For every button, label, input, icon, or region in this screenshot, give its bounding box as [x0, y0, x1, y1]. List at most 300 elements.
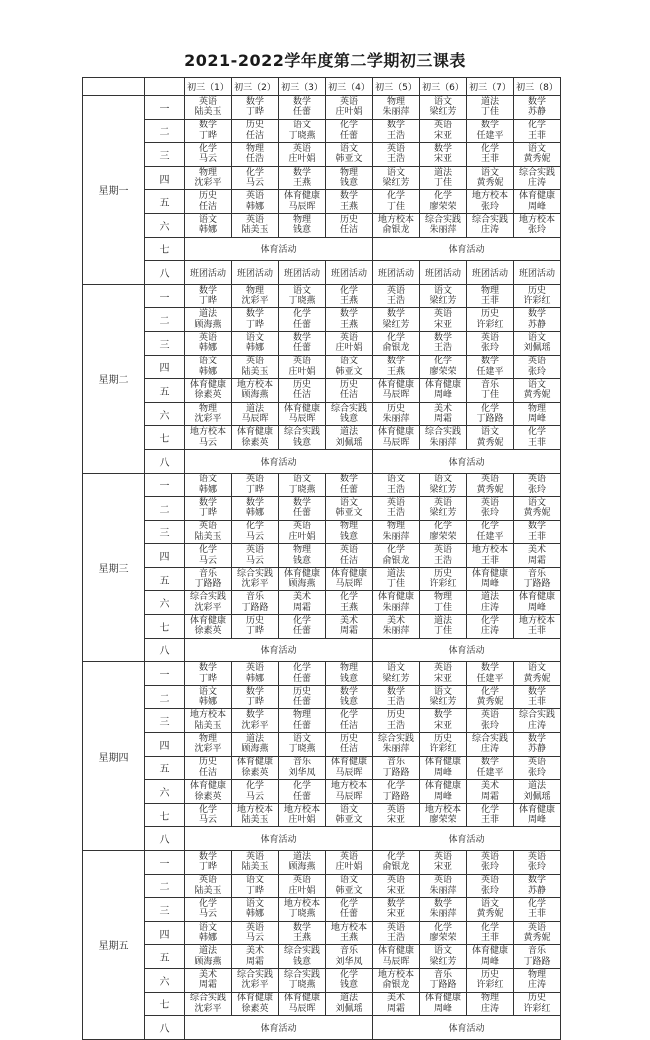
- teacher-text: 韩亚文: [335, 815, 363, 826]
- subject-text: 历史: [339, 733, 358, 744]
- subject-text: 道法: [245, 733, 264, 744]
- subject-text: 数学: [198, 120, 217, 131]
- schedule-row: [83, 119, 561, 143]
- subject-text: 体育健康: [236, 757, 273, 768]
- subject-text: 体育健康: [424, 757, 461, 768]
- subject-text: 数学: [480, 663, 499, 674]
- lesson-cell: [326, 497, 373, 521]
- teacher-text: 钱意: [292, 437, 311, 448]
- subject-text: 数学: [480, 757, 499, 768]
- subject-text: 语文: [292, 285, 311, 296]
- class-header: 初三（4）: [326, 78, 373, 96]
- schedule-row: [83, 426, 561, 450]
- teacher-text: 顾海燕: [194, 319, 222, 330]
- subject-text: 历史: [339, 214, 358, 225]
- teacher-text: 丁路路: [241, 602, 269, 613]
- subject-text: 英语: [433, 497, 452, 508]
- teacher-text: 丁晔: [198, 673, 217, 684]
- lesson-cell: [514, 96, 561, 120]
- lesson-cell: [373, 119, 420, 143]
- teacher-text: 王浩: [433, 555, 452, 566]
- subject-text: 化学: [480, 143, 499, 154]
- teacher-text: 任洁: [339, 390, 358, 401]
- subject-text: 综合实践: [236, 969, 273, 980]
- subject-text: 综合实践: [283, 969, 320, 980]
- teacher-text: 廖荣荣: [429, 815, 457, 826]
- teacher-text: 陆美玉: [194, 531, 222, 542]
- subject-text: 英语: [480, 497, 499, 508]
- teacher-text: 丁晓燕: [288, 484, 316, 495]
- lesson-cell: [232, 213, 279, 237]
- teacher-text: 周峰: [480, 956, 499, 967]
- subject-text: 英语: [245, 356, 264, 367]
- teacher-text: 丁晓燕: [288, 744, 316, 755]
- subject-text: 数学: [433, 710, 452, 721]
- subject-text: 地方校本: [236, 379, 273, 390]
- teacher-text: 马辰晖: [335, 579, 363, 590]
- lesson-cell: [420, 615, 467, 639]
- activity-cell: 体育活动: [373, 237, 561, 261]
- lesson-cell: [185, 473, 232, 497]
- teacher-text: 丁晔: [245, 484, 264, 495]
- lesson-cell: [279, 96, 326, 120]
- teacher-text: 丁佳: [480, 107, 499, 118]
- teacher-text: 韩亚文: [335, 366, 363, 377]
- schedule-row: [83, 261, 561, 285]
- teacher-text: 俞银龙: [382, 343, 410, 354]
- teacher-text: 宋亚: [433, 862, 452, 873]
- subject-text: 物理: [339, 521, 358, 532]
- subject-text: 化学: [198, 898, 217, 909]
- page-title: 2021-2022学年度第二学期初三课表: [184, 51, 466, 70]
- lesson-cell: [232, 308, 279, 332]
- lesson-cell: [326, 355, 373, 379]
- teacher-text: 王浩: [386, 130, 405, 141]
- lesson-cell: [420, 166, 467, 190]
- subject-text: 音乐: [198, 568, 217, 579]
- teacher-text: 王菲: [527, 909, 546, 920]
- teacher-text: 张玲: [480, 508, 499, 519]
- lesson-cell: [420, 426, 467, 450]
- lesson-cell: [514, 213, 561, 237]
- teacher-text: 丁路路: [523, 956, 551, 967]
- lesson-cell: [326, 615, 373, 639]
- subject-text: 物理: [198, 733, 217, 744]
- lesson-cell: [467, 213, 514, 237]
- teacher-text: 王菲: [527, 437, 546, 448]
- day-label: 星期一: [83, 96, 145, 285]
- teacher-text: 周峰: [527, 602, 546, 613]
- lesson-cell: [467, 473, 514, 497]
- subject-text: 历史: [339, 379, 358, 390]
- teacher-text: 马辰晖: [288, 1003, 316, 1014]
- schedule-row: [83, 166, 561, 190]
- subject-text: 英语: [292, 875, 311, 886]
- subject-text: 体育健康: [283, 403, 320, 414]
- subject-text: 英语: [433, 875, 452, 886]
- subject-text: 语文: [480, 898, 499, 909]
- lesson-cell: [373, 567, 420, 591]
- activity-cell: 班团活动: [185, 261, 232, 285]
- lesson-cell: [514, 968, 561, 992]
- lesson-cell: [373, 921, 420, 945]
- lesson-cell: [279, 190, 326, 214]
- lesson-cell: [420, 567, 467, 591]
- lesson-cell: [514, 166, 561, 190]
- teacher-text: 钱意: [339, 697, 358, 708]
- subject-text: 综合实践: [283, 946, 320, 957]
- teacher-text: 马云: [198, 815, 217, 826]
- teacher-text: 王燕: [339, 319, 358, 330]
- teacher-text: 丁佳: [433, 626, 452, 637]
- lesson-cell: [232, 591, 279, 615]
- subject-text: 数学: [527, 309, 546, 320]
- teacher-text: 廖荣荣: [429, 933, 457, 944]
- lesson-cell: [185, 662, 232, 686]
- activity-cell: 体育活动: [373, 1016, 561, 1040]
- subject-text: 道法: [292, 851, 311, 862]
- teacher-text: 黄秀妮: [476, 437, 504, 448]
- subject-text: 语文: [480, 167, 499, 178]
- teacher-text: 梁红芳: [382, 178, 410, 189]
- subject-text: 综合实践: [283, 427, 320, 438]
- lesson-cell: [373, 331, 420, 355]
- activity-cell: 体育活动: [185, 449, 373, 473]
- lesson-cell: [420, 331, 467, 355]
- subject-text: 语文: [339, 356, 358, 367]
- lesson-cell: [373, 473, 420, 497]
- subject-text: 英语: [386, 143, 405, 154]
- lesson-cell: [420, 190, 467, 214]
- subject-text: 英语: [433, 663, 452, 674]
- subject-text: 英语: [480, 332, 499, 343]
- subject-text: 数学: [433, 898, 452, 909]
- subject-text: 体育健康: [424, 379, 461, 390]
- subject-text: 语文: [292, 733, 311, 744]
- teacher-text: 周峰: [527, 201, 546, 212]
- teacher-text: 沈彩平: [194, 178, 222, 189]
- subject-text: 数学: [527, 733, 546, 744]
- lesson-cell: [514, 780, 561, 804]
- teacher-text: 周霜: [198, 980, 217, 991]
- subject-text: 物理: [292, 545, 311, 556]
- subject-text: 地方校本: [518, 615, 555, 626]
- subject-text: 数学: [198, 851, 217, 862]
- lesson-cell: [232, 898, 279, 922]
- teacher-text: 宋亚: [433, 319, 452, 330]
- subject-text: 数学: [527, 875, 546, 886]
- lesson-cell: [467, 355, 514, 379]
- lesson-cell: [373, 780, 420, 804]
- teacher-text: 钱意: [292, 956, 311, 967]
- lesson-cell: [514, 308, 561, 332]
- teacher-text: 王菲: [480, 815, 499, 826]
- subject-text: 地方校本: [330, 781, 367, 792]
- subject-text: 语文: [198, 356, 217, 367]
- subject-text: 体育健康: [283, 568, 320, 579]
- teacher-text: 韩娜: [245, 673, 264, 684]
- period-label: 二: [145, 874, 185, 898]
- lesson-cell: [514, 190, 561, 214]
- schedule-row: [83, 874, 561, 898]
- lesson-cell: [467, 968, 514, 992]
- period-label: 五: [145, 190, 185, 214]
- day-label: 星期二: [83, 284, 145, 473]
- schedule-row: [83, 449, 561, 473]
- lesson-cell: [514, 733, 561, 757]
- lesson-cell: [326, 662, 373, 686]
- lesson-cell: [185, 968, 232, 992]
- lesson-cell: [185, 331, 232, 355]
- lesson-cell: [467, 119, 514, 143]
- subject-text: 数学: [527, 521, 546, 532]
- subject-text: 语文: [527, 143, 546, 154]
- lesson-cell: [514, 355, 561, 379]
- subject-text: 化学: [527, 898, 546, 909]
- subject-text: 美术: [480, 781, 499, 792]
- subject-text: 化学: [386, 545, 405, 556]
- lesson-cell: [373, 733, 420, 757]
- teacher-text: 马辰晖: [335, 767, 363, 778]
- teacher-text: 任蕾: [292, 626, 311, 637]
- teacher-text: 苏静: [527, 107, 546, 118]
- teacher-text: 马辰晖: [335, 791, 363, 802]
- lesson-cell: [514, 921, 561, 945]
- subject-text: 语文: [245, 332, 264, 343]
- subject-text: 数学: [433, 143, 452, 154]
- lesson-cell: [232, 497, 279, 521]
- teacher-text: 钱意: [339, 673, 358, 684]
- subject-text: 体育健康: [471, 568, 508, 579]
- subject-text: 历史: [245, 615, 264, 626]
- teacher-text: 马辰晖: [288, 201, 316, 212]
- schedule-row: [83, 709, 561, 733]
- lesson-cell: [467, 497, 514, 521]
- lesson-cell: [326, 851, 373, 875]
- lesson-cell: [373, 355, 420, 379]
- subject-text: 体育健康: [377, 946, 414, 957]
- lesson-cell: [467, 921, 514, 945]
- teacher-text: 宋亚: [386, 909, 405, 920]
- subject-text: 综合实践: [518, 710, 555, 721]
- lesson-cell: [185, 803, 232, 827]
- teacher-text: 钱意: [292, 225, 311, 236]
- subject-text: 道法: [480, 592, 499, 603]
- schedule-row: [83, 284, 561, 308]
- teacher-text: 张玲: [480, 343, 499, 354]
- teacher-text: 朱丽萍: [429, 885, 457, 896]
- period-label: 四: [145, 921, 185, 945]
- lesson-cell: [279, 685, 326, 709]
- teacher-text: 王菲: [527, 626, 546, 637]
- subject-text: 体育健康: [189, 781, 226, 792]
- teacher-text: 丁晔: [245, 885, 264, 896]
- lesson-cell: [185, 921, 232, 945]
- subject-text: 道法: [433, 615, 452, 626]
- subject-text: 英语: [245, 663, 264, 674]
- lesson-cell: [279, 709, 326, 733]
- subject-text: 历史: [386, 403, 405, 414]
- period-label: 八: [145, 638, 185, 662]
- subject-text: 物理: [245, 143, 264, 154]
- teacher-text: 庄涛: [480, 1003, 499, 1014]
- period-label: 六: [145, 591, 185, 615]
- subject-text: 化学: [480, 615, 499, 626]
- lesson-cell: [467, 308, 514, 332]
- schedule-row: [83, 473, 561, 497]
- teacher-text: 周霜: [386, 1003, 405, 1014]
- teacher-text: 许彩红: [523, 1003, 551, 1014]
- period-label: 七: [145, 992, 185, 1016]
- lesson-cell: [373, 591, 420, 615]
- subject-text: 物理: [480, 285, 499, 296]
- teacher-text: 任建平: [476, 366, 504, 377]
- lesson-cell: [185, 709, 232, 733]
- lesson-cell: [326, 780, 373, 804]
- teacher-text: 任蕾: [339, 909, 358, 920]
- day-label: 星期四: [83, 662, 145, 851]
- lesson-cell: [326, 426, 373, 450]
- lesson-cell: [373, 685, 420, 709]
- lesson-cell: [467, 379, 514, 403]
- teacher-text: 沈彩平: [194, 1003, 222, 1014]
- teacher-text: 韩亚文: [335, 508, 363, 519]
- lesson-cell: [420, 284, 467, 308]
- lesson-cell: [373, 426, 420, 450]
- subject-text: 音乐: [527, 568, 546, 579]
- subject-text: 数学: [292, 497, 311, 508]
- teacher-text: 黄秀妮: [523, 154, 551, 165]
- teacher-text: 丁佳: [433, 602, 452, 613]
- activity-cell: 班团活动: [420, 261, 467, 285]
- lesson-cell: [185, 567, 232, 591]
- period-label: 七: [145, 615, 185, 639]
- teacher-text: 刘佩瑶: [523, 791, 551, 802]
- teacher-text: 周峰: [527, 414, 546, 425]
- period-label: 三: [145, 143, 185, 167]
- subject-text: 体育健康: [330, 568, 367, 579]
- subject-text: 化学: [245, 521, 264, 532]
- teacher-text: 韩亚文: [335, 154, 363, 165]
- subject-text: 化学: [480, 686, 499, 697]
- lesson-cell: [326, 733, 373, 757]
- corner-cell: [83, 78, 145, 96]
- subject-text: 美术: [386, 993, 405, 1004]
- subject-text: 英语: [339, 545, 358, 556]
- lesson-cell: [514, 567, 561, 591]
- teacher-text: 王菲: [480, 933, 499, 944]
- lesson-cell: [185, 119, 232, 143]
- lesson-cell: [232, 355, 279, 379]
- subject-text: 物理: [292, 710, 311, 721]
- subject-text: 化学: [386, 332, 405, 343]
- period-label: 六: [145, 780, 185, 804]
- activity-cell: 体育活动: [185, 827, 373, 851]
- teacher-text: 丁佳: [386, 579, 405, 590]
- schedule-row: [83, 237, 561, 261]
- lesson-cell: [232, 520, 279, 544]
- lesson-cell: [279, 851, 326, 875]
- period-label: 四: [145, 355, 185, 379]
- subject-text: 美术: [339, 615, 358, 626]
- lesson-cell: [326, 874, 373, 898]
- teacher-text: 王燕: [339, 602, 358, 613]
- lesson-cell: [373, 166, 420, 190]
- subject-text: 数学: [198, 497, 217, 508]
- teacher-text: 丁晔: [245, 107, 264, 118]
- period-label: 五: [145, 945, 185, 969]
- lesson-cell: [232, 921, 279, 945]
- subject-text: 语文: [433, 686, 452, 697]
- subject-text: 数学: [339, 309, 358, 320]
- lesson-cell: [279, 898, 326, 922]
- teacher-text: 丁晓燕: [288, 909, 316, 920]
- teacher-text: 丁晓燕: [288, 130, 316, 141]
- schedule-row: [83, 733, 561, 757]
- lesson-cell: [420, 308, 467, 332]
- teacher-text: 张玲: [527, 862, 546, 873]
- teacher-text: 陆美玉: [194, 107, 222, 118]
- teacher-text: 陆美玉: [194, 885, 222, 896]
- subject-text: 地方校本: [471, 545, 508, 556]
- teacher-text: 丁佳: [386, 201, 405, 212]
- subject-text: 化学: [198, 545, 217, 556]
- period-label: 六: [145, 402, 185, 426]
- subject-text: 数学: [527, 96, 546, 107]
- subject-text: 数学: [245, 710, 264, 721]
- teacher-text: 马辰晖: [382, 390, 410, 401]
- lesson-cell: [467, 803, 514, 827]
- teacher-text: 朱丽萍: [382, 602, 410, 613]
- teacher-text: 朱丽萍: [382, 107, 410, 118]
- teacher-text: 任洁: [198, 201, 217, 212]
- subject-text: 数学: [480, 120, 499, 131]
- teacher-text: 庄叶娟: [288, 815, 316, 826]
- lesson-cell: [373, 520, 420, 544]
- subject-text: 英语: [339, 851, 358, 862]
- teacher-text: 马云: [198, 154, 217, 165]
- lesson-cell: [467, 685, 514, 709]
- teacher-text: 钱意: [339, 178, 358, 189]
- subject-text: 历史: [386, 710, 405, 721]
- subject-text: 地方校本: [377, 214, 414, 225]
- schedule-row: [83, 143, 561, 167]
- subject-text: 体育健康: [518, 804, 555, 815]
- lesson-cell: [420, 379, 467, 403]
- subject-text: 语文: [386, 474, 405, 485]
- teacher-text: 沈彩平: [241, 720, 269, 731]
- subject-text: 化学: [433, 922, 452, 933]
- teacher-text: 朱丽萍: [429, 437, 457, 448]
- activity-cell: 班团活动: [326, 261, 373, 285]
- lesson-cell: [420, 96, 467, 120]
- activity-cell: 班团活动: [373, 261, 420, 285]
- subject-text: 综合实践: [518, 167, 555, 178]
- teacher-text: 俞银龙: [382, 980, 410, 991]
- day-label: 星期三: [83, 473, 145, 662]
- subject-text: 英语: [433, 309, 452, 320]
- lesson-cell: [279, 331, 326, 355]
- teacher-text: 庄叶娟: [335, 107, 363, 118]
- teacher-text: 庄涛: [480, 225, 499, 236]
- subject-text: 物理: [527, 969, 546, 980]
- lesson-cell: [420, 119, 467, 143]
- subject-text: 数学: [198, 663, 217, 674]
- subject-text: 语文: [198, 922, 217, 933]
- subject-text: 综合实践: [377, 733, 414, 744]
- period-label: 二: [145, 119, 185, 143]
- lesson-cell: [420, 544, 467, 568]
